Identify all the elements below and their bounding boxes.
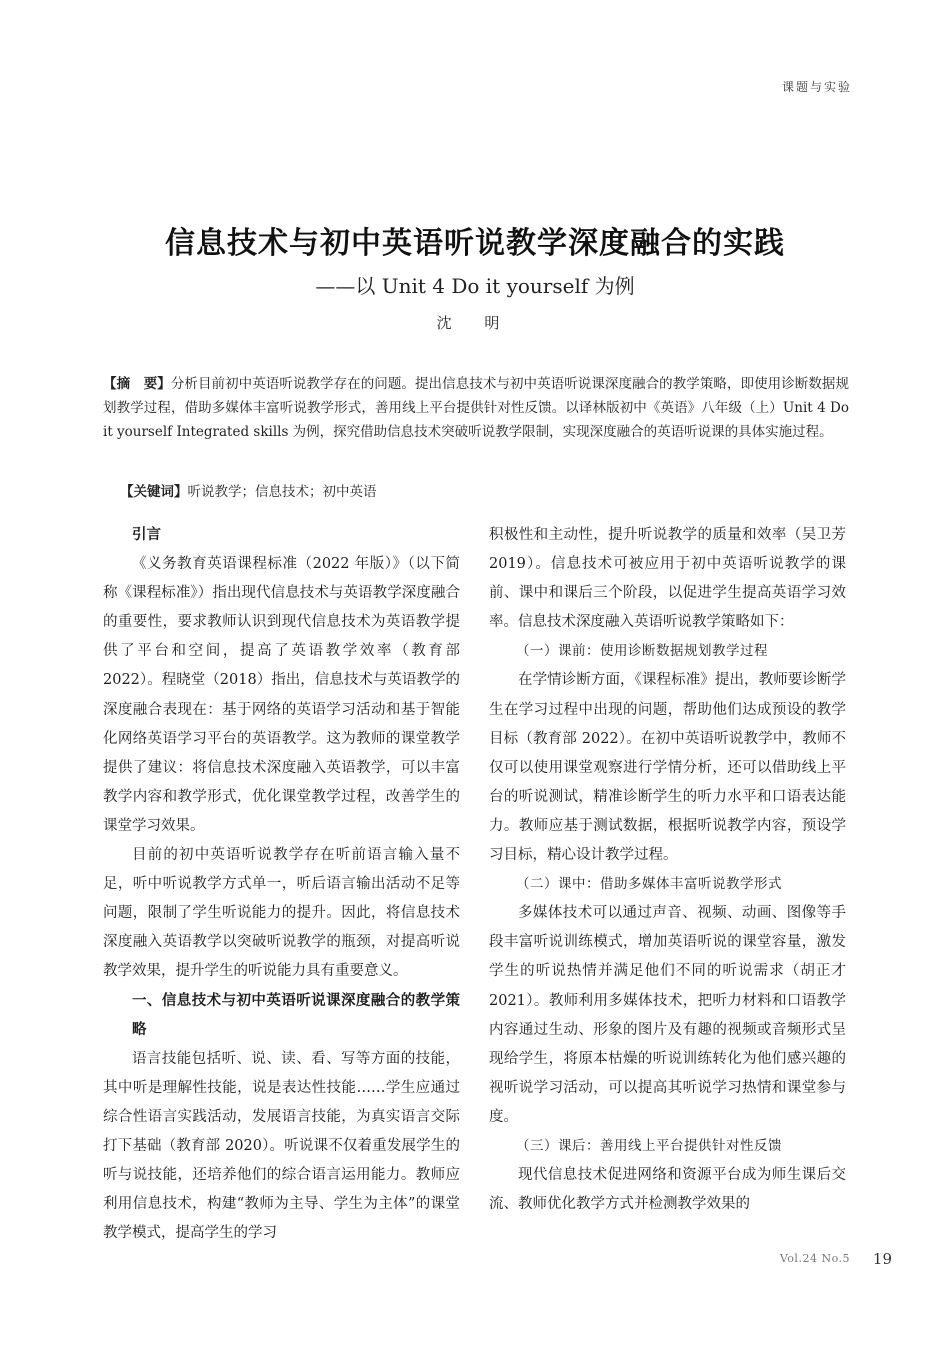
paragraph: 目前的初中英语听说教学存在听前语言输入量不足，听中听说教学方式单一，听后语言输出活动不足等问题，限制了学生听说能力的提升。因此，将信息技术深度融入英语教学以突破听说教学的瓶颈，对提高听说教学效果，提升学生的听说能力具有重要意义。 bbox=[103, 847, 460, 980]
keywords-label: 【关键词】 bbox=[120, 484, 188, 500]
subsection-heading: （三）课后：善用线上平台提供针对性反馈 bbox=[516, 1137, 782, 1154]
abstract bbox=[103, 372, 849, 444]
author-name: 沈 明 bbox=[436, 314, 514, 332]
left-column bbox=[103, 521, 460, 1242]
subsection-heading: （二）课中：借助多媒体丰富听说教学形式 bbox=[516, 876, 782, 893]
article-title: 信息技术与初中英语听说教学深度融合的实践 bbox=[165, 226, 785, 261]
volume-issue: Vol.24 No.5 bbox=[779, 1252, 850, 1265]
intro-heading: 引言 bbox=[132, 527, 161, 543]
paragraph: 现代信息技术促进网络和资源平台成为师生课后交流、教师优化教学方式并检测教学效果的 bbox=[489, 1167, 846, 1213]
journal-section-label: 课题与实验 bbox=[781, 80, 852, 94]
section-heading: 一、信息技术与初中英语听说课深度融合的教学策略 bbox=[132, 992, 460, 1038]
paragraph: 多媒体技术可以通过声音、视频、动画、图像等手段丰富听说训练模式，增加英语听说的课堂容量，激发学生的听说热情并满足他们不同的听说需求（胡正才 2021）。教师利用多媒体技术，把听力材料和口语教学内容通过生动、形象的图片及有趣的视频或音频形式呈现给学生，将原本枯燥的听说训练转化为他们感兴趣的视听说学习活动，可以提高其听说学习热情和课堂参与度。 bbox=[489, 905, 846, 1125]
paragraph: 《义务教育英语课程标准（2022 年版）》（以下简称《课程标准》）指出现代信息技术与英语教学深度融合的重要性，要求教师认识到现代信息技术为英语教学提供了平台和空间，提高了英语教学效率（教育部 2022）。程晓堂（2018）指出，信息技术与英语教学的深度融合表现在：基于网络的英语学习活动和基于智能化网络英语学习平台的英语教学。这为教师的课堂教学提供了建议：将信息技术深度融入英语教学，可以丰富教学内容和教学形式，优化课堂教学过程，改善学生的课堂学习效果。 bbox=[103, 556, 460, 834]
paragraph: 积极性和主动性，提升听说教学的质量和效率（吴卫芳 2019）。信息技术可被应用于初中英语听说教学的课前、课中和课后三个阶段，以促进学生提高英语学习效率。信息技术深度融入英语听说教学策略如下： bbox=[489, 527, 846, 631]
keywords-text: 听说教学；信息技术；初中英语 bbox=[187, 484, 377, 500]
paragraph: 语言技能包括听、说、读、看、写等方面的技能，其中听是理解性技能，说是表达性技能……学生应通过综合性语言实践活动，发展语言技能，为真实语言交际打下基础（教育部 2020）。听说课不仅着重发展学生的听与说技能，还培养他们的综合语言运用能力。教师应利用信息技术，构建“教师为主导、学生为主体”的课堂教学模式，提高学生的学习 bbox=[103, 1050, 460, 1242]
paragraph: 在学情诊断方面，《课程标准》提出，教师要诊断学生在学习过程中出现的问题，帮助他们达成预设的教学目标（教育部 2022）。在初中英语听说教学中，教师不仅可以使用课堂观察进行学情分析，还可以借助线上平台的听说测试，精准诊断学生的听力水平和口语表达能力。教师应基于测试数据，根据听说教学内容，预设学习目标，精心设计教学过程。 bbox=[489, 672, 846, 864]
right-column bbox=[489, 521, 846, 1221]
abstract-label: 【摘 要】 bbox=[103, 376, 171, 392]
subsection-heading: （一）课前：使用诊断数据规划教学过程 bbox=[516, 643, 768, 660]
keywords bbox=[120, 480, 377, 504]
page-number: 19 bbox=[872, 1250, 892, 1268]
article-subtitle: ——以 Unit 4 Do it yourself 为例 bbox=[315, 274, 635, 298]
abstract-text: 分析目前初中英语听说教学存在的问题。提出信息技术与初中英语听说课深度融合的教学策略，即使用诊断数据规划教学过程，借助多媒体丰富听说教学形式，善用线上平台提供针对性反馈。以译林版初中《英语》八年级（上）Unit 4 Do it yourself Integrated skills 为例，探究借助信息技术突破听说教学限制，实现深度融合的英语听说课的具体实施过程。 bbox=[103, 376, 850, 440]
